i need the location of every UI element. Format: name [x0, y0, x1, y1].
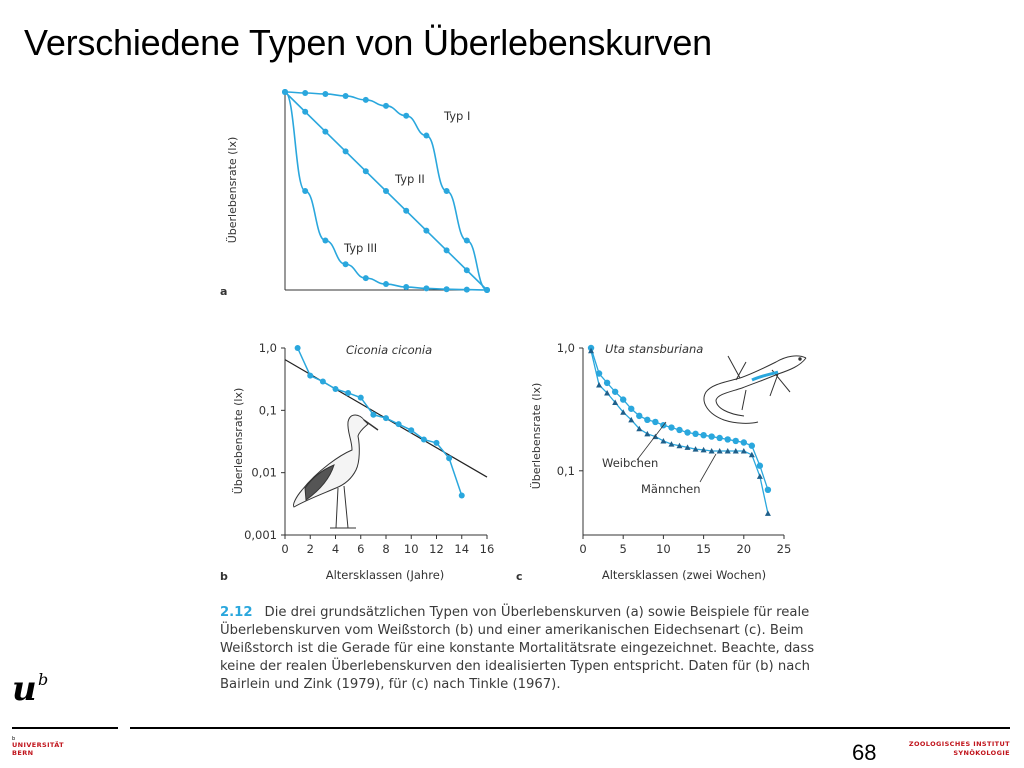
- data-point: [363, 168, 369, 174]
- caption-line: Die drei grundsätzlichen Typen von Überlebenskurven (a) sowie Beispiele für reale: [264, 605, 810, 620]
- data-point: [668, 424, 674, 430]
- data-point: [363, 97, 369, 103]
- data-point: [444, 247, 450, 253]
- data-point-triangle: [660, 438, 666, 444]
- data-point: [383, 103, 389, 109]
- data-point: [684, 429, 690, 435]
- data-point: [757, 463, 763, 469]
- institute-name: [909, 740, 1010, 758]
- data-point: [322, 91, 328, 97]
- panel-a: [220, 89, 490, 298]
- data-point: [620, 396, 626, 402]
- figure-caption: [220, 604, 860, 694]
- page-number: 68: [852, 740, 877, 765]
- institute-line2: SYNÖKOLOGIE: [953, 749, 1010, 757]
- data-point: [302, 188, 308, 194]
- maennchen-leader-line: [700, 454, 716, 482]
- university-small-mark: b: [12, 736, 16, 742]
- data-point: [302, 109, 308, 115]
- data-point: [464, 267, 470, 273]
- y-tick-label: 0,001: [244, 528, 277, 542]
- x-tick-label: 12: [429, 542, 444, 556]
- panel-b-ylabel: Überlebensrate (lx): [232, 387, 245, 495]
- data-point: [423, 133, 429, 139]
- data-point: [741, 439, 747, 445]
- caption-line: Bairlein und Zink (1979), für (c) nach Tinkle (1967).: [220, 677, 561, 692]
- x-tick-label: 8: [382, 542, 390, 556]
- type-iii-label: Typ III: [344, 241, 378, 255]
- y-tick-label: 0,01: [251, 465, 277, 480]
- data-point: [628, 406, 634, 412]
- data-point: [403, 113, 409, 119]
- data-point: [320, 379, 326, 385]
- x-tick-label: 25: [776, 542, 792, 556]
- data-point-triangle: [765, 510, 771, 515]
- slide-title: Verschiedene Typen von Überlebenskurven: [24, 22, 712, 63]
- weibchen-leader-line: [637, 422, 666, 460]
- weibchen-label: Weibchen: [602, 456, 659, 470]
- data-point: [383, 415, 389, 421]
- x-tick-label: 14: [454, 542, 470, 556]
- panel-b-xlabel: Altersklassen (Jahre): [325, 568, 445, 582]
- data-point: [716, 435, 722, 441]
- caption-line: keine der realen Überlebenskurven den idealisierten Typen entspricht. Daten für (b) nach: [220, 659, 810, 674]
- caption-number: 2.12: [220, 605, 253, 620]
- data-point: [302, 90, 308, 96]
- caption-line: Überlebenskurven vom Weißstorch (b) und einer amerikanischen Eidechsenart (c). Beim: [220, 623, 804, 638]
- university-name-line2: BERN: [12, 749, 34, 757]
- data-point: [383, 188, 389, 194]
- type-i-label: Typ I: [444, 109, 471, 123]
- data-point: [676, 427, 682, 433]
- footer-rule: [130, 727, 1010, 729]
- panel-a-letter: a: [220, 285, 228, 298]
- data-point-triangle: [644, 431, 650, 437]
- data-point: [421, 437, 427, 443]
- data-point: [343, 148, 349, 154]
- data-point: [434, 440, 440, 446]
- data-point: [322, 238, 328, 244]
- data-point: [700, 432, 706, 438]
- data-point: [484, 287, 490, 293]
- lizard-illustration: [704, 356, 806, 423]
- panel-b-letter: b: [220, 570, 228, 583]
- data-point: [733, 438, 739, 444]
- y-tick-label: 0,1: [258, 403, 277, 418]
- type-ii-label: Typ II: [395, 172, 425, 186]
- panel-b-title: Ciconia ciconia: [346, 343, 433, 357]
- data-point: [749, 443, 755, 449]
- data-point: [725, 436, 731, 442]
- data-point: [345, 390, 351, 396]
- white-stork-illustration: [293, 415, 378, 528]
- panel-c: [516, 341, 806, 583]
- data-point: [765, 487, 771, 493]
- data-point: [464, 238, 470, 244]
- x-tick-label: 10: [403, 542, 419, 556]
- footer-rule-left: [12, 727, 118, 729]
- panel-c-ylabel: Überlebensrate (lx): [530, 382, 543, 490]
- data-point: [444, 188, 450, 194]
- data-point: [652, 419, 658, 425]
- data-point: [363, 275, 369, 281]
- y-tick-label: 1,0: [258, 341, 277, 355]
- x-tick-label: 2: [306, 542, 314, 556]
- panel-a-ylabel: Überlebensrate (lx): [226, 136, 239, 244]
- x-tick-label: 20: [736, 542, 752, 556]
- university-name: [12, 741, 64, 757]
- caption-line: Weißstorch ist die Gerade für eine konstante Mortalitätsrate eingezeichnet. Beachte, dass: [220, 641, 815, 656]
- data-point-triangle: [596, 382, 602, 388]
- data-point: [708, 433, 714, 439]
- data-point: [604, 380, 610, 386]
- data-point: [295, 345, 301, 351]
- data-point: [282, 89, 288, 95]
- data-point: [446, 455, 452, 461]
- maennchen-label: Männchen: [641, 482, 701, 496]
- university-logo-mark: u: [12, 669, 37, 709]
- x-tick-label: 10: [656, 542, 671, 556]
- data-point: [358, 395, 364, 401]
- x-tick-label: 4: [331, 542, 340, 556]
- data-point: [383, 281, 389, 287]
- data-point: [370, 412, 376, 418]
- panel-c-xlabel: Altersklassen (zwei Wochen): [601, 568, 767, 582]
- institute-line1: ZOOLOGISCHES INSTITUT: [908, 740, 1010, 748]
- x-tick-label: 16: [479, 542, 495, 556]
- data-point: [396, 421, 402, 427]
- data-point: [423, 285, 429, 291]
- data-point: [343, 93, 349, 99]
- data-point: [459, 493, 465, 499]
- data-point: [644, 417, 650, 423]
- panel-c-ticks: [557, 341, 792, 556]
- data-point: [464, 287, 470, 293]
- panel-c-letter: c: [516, 570, 523, 583]
- data-point: [403, 284, 409, 290]
- data-point: [636, 413, 642, 419]
- university-logo-superscript: b: [38, 670, 49, 689]
- data-point: [423, 228, 429, 234]
- data-point: [444, 286, 450, 292]
- panel-b-ticks: [244, 341, 494, 556]
- panel-b: [220, 341, 494, 583]
- data-point: [322, 129, 328, 135]
- panel-c-title: Uta stansburiana: [605, 342, 704, 356]
- y-tick-label: 0,1: [556, 463, 575, 478]
- x-tick-label: 0: [579, 542, 587, 556]
- data-point: [307, 373, 313, 379]
- data-point: [333, 386, 339, 392]
- data-point-triangle: [757, 473, 763, 479]
- data-point: [403, 208, 409, 214]
- data-point: [343, 261, 349, 267]
- university-name-line1: UNIVERSITÄT: [12, 741, 65, 749]
- x-tick-label: 0: [281, 542, 289, 556]
- data-point: [612, 389, 618, 395]
- data-point: [408, 427, 414, 433]
- x-tick-label: 5: [619, 542, 627, 556]
- y-tick-label: 1,0: [556, 341, 575, 355]
- x-tick-label: 15: [696, 542, 711, 556]
- data-point: [692, 431, 698, 437]
- x-tick-label: 6: [357, 542, 365, 556]
